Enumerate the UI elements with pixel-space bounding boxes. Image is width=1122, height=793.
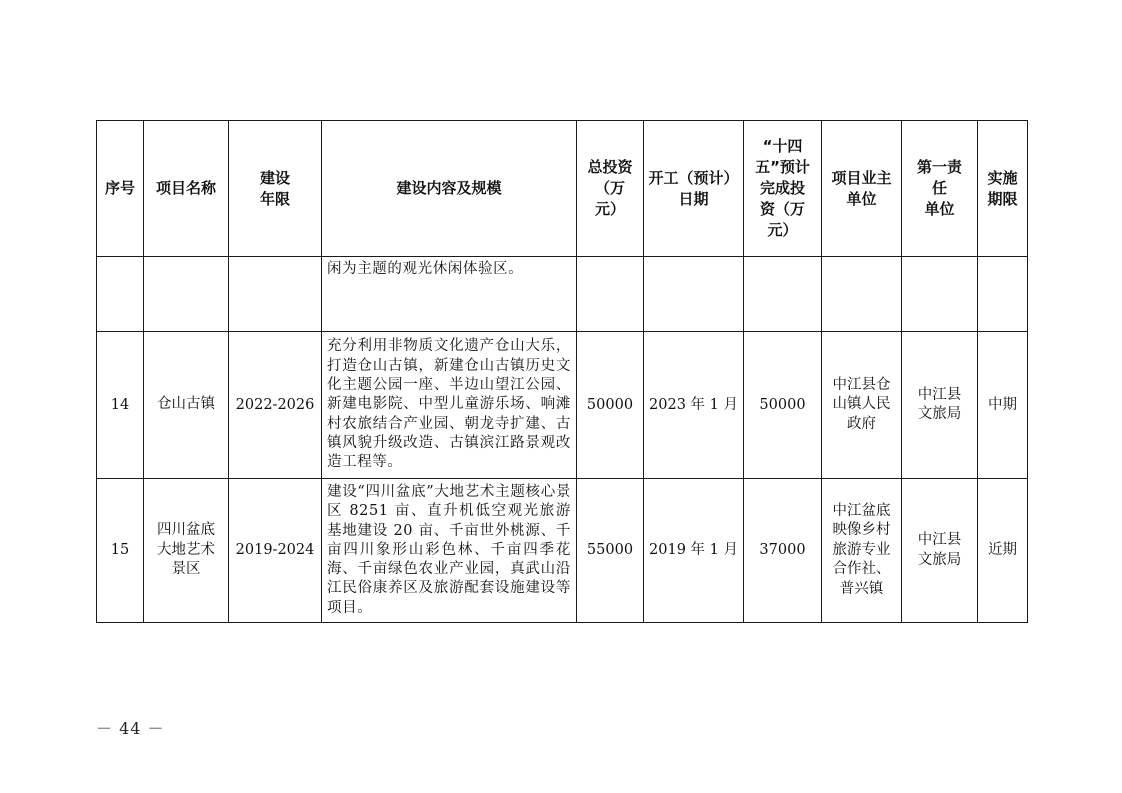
header-content-scale: 建设内容及规模 <box>322 121 577 257</box>
cell-content: 建设“四川盆底”大地艺术主题核心景区 8251 亩、直升机低空观光旅游基地建设 20 亩、千亩世外桃源、千亩四川象形山彩色林、千亩四季花海、千亩绿色农业产业园，真武山沿江民俗康养区及旅游配套设施建设等项目。 <box>322 479 577 623</box>
page-number: － 44 － <box>96 719 165 738</box>
header-planned-investment: “十四 五”预计 完成投 资（万 元） <box>744 121 822 257</box>
cell-total-investment <box>577 257 644 332</box>
cell-start-date: 2023 年 1 月 <box>644 332 744 479</box>
header-start-date: 开工（预计） 日期 <box>644 121 744 257</box>
table-row <box>97 332 1028 479</box>
cell-start-date: 2019 年 1 月 <box>644 479 744 623</box>
cell-years <box>229 257 322 332</box>
header-total-investment: 总投资 （万 元） <box>577 121 644 257</box>
cell-project-name <box>144 257 229 332</box>
table-row <box>97 257 1028 332</box>
cell-owner: 中江县仓 山镇人民 政府 <box>822 332 902 479</box>
cell-period <box>978 257 1028 332</box>
cell-content: 充分利用非物质文化遗产仓山大乐，打造仓山古镇，新建仓山古镇历史文化主题公园一座、半边山望江公园、新建电影院、中型儿童游乐场、响滩村农旅结合产业园、朝龙寺扩建、古镇风貌升级改造、古镇滨江路景观改造工程等。 <box>322 332 577 479</box>
cell-total-investment: 55000 <box>577 479 644 623</box>
cell-years: 2019-2024 <box>229 479 322 623</box>
table-row <box>97 479 1028 623</box>
cell-content: 闲为主题的观光休闲体验区。 <box>322 257 577 332</box>
cell-owner: 中江盆底 映像乡村 旅游专业 合作社、 普兴镇 <box>822 479 902 623</box>
cell-period: 近期 <box>978 479 1028 623</box>
header-construction-years: 建设 年限 <box>229 121 322 257</box>
project-table <box>96 120 1028 623</box>
cell-owner <box>822 257 902 332</box>
cell-total-investment: 50000 <box>577 332 644 479</box>
cell-project-name: 仓山古镇 <box>144 332 229 479</box>
cell-planned-investment <box>744 257 822 332</box>
header-index: 序号 <box>97 121 144 257</box>
cell-index: 14 <box>97 332 144 479</box>
header-responsible-unit: 第一责 任 单位 <box>902 121 978 257</box>
cell-planned-investment: 37000 <box>744 479 822 623</box>
cell-project-name: 四川盆底 大地艺术 景区 <box>144 479 229 623</box>
cell-years: 2022-2026 <box>229 332 322 479</box>
header-row <box>97 121 1028 257</box>
cell-index: 15 <box>97 479 144 623</box>
cell-responsible-unit: 中江县 文旅局 <box>902 479 978 623</box>
cell-planned-investment: 50000 <box>744 332 822 479</box>
cell-index <box>97 257 144 332</box>
header-project-name: 项目名称 <box>144 121 229 257</box>
cell-start-date <box>644 257 744 332</box>
header-period: 实施 期限 <box>978 121 1028 257</box>
cell-period: 中期 <box>978 332 1028 479</box>
cell-responsible-unit <box>902 257 978 332</box>
cell-responsible-unit: 中江县 文旅局 <box>902 332 978 479</box>
header-owner-unit: 项目业主 单位 <box>822 121 902 257</box>
